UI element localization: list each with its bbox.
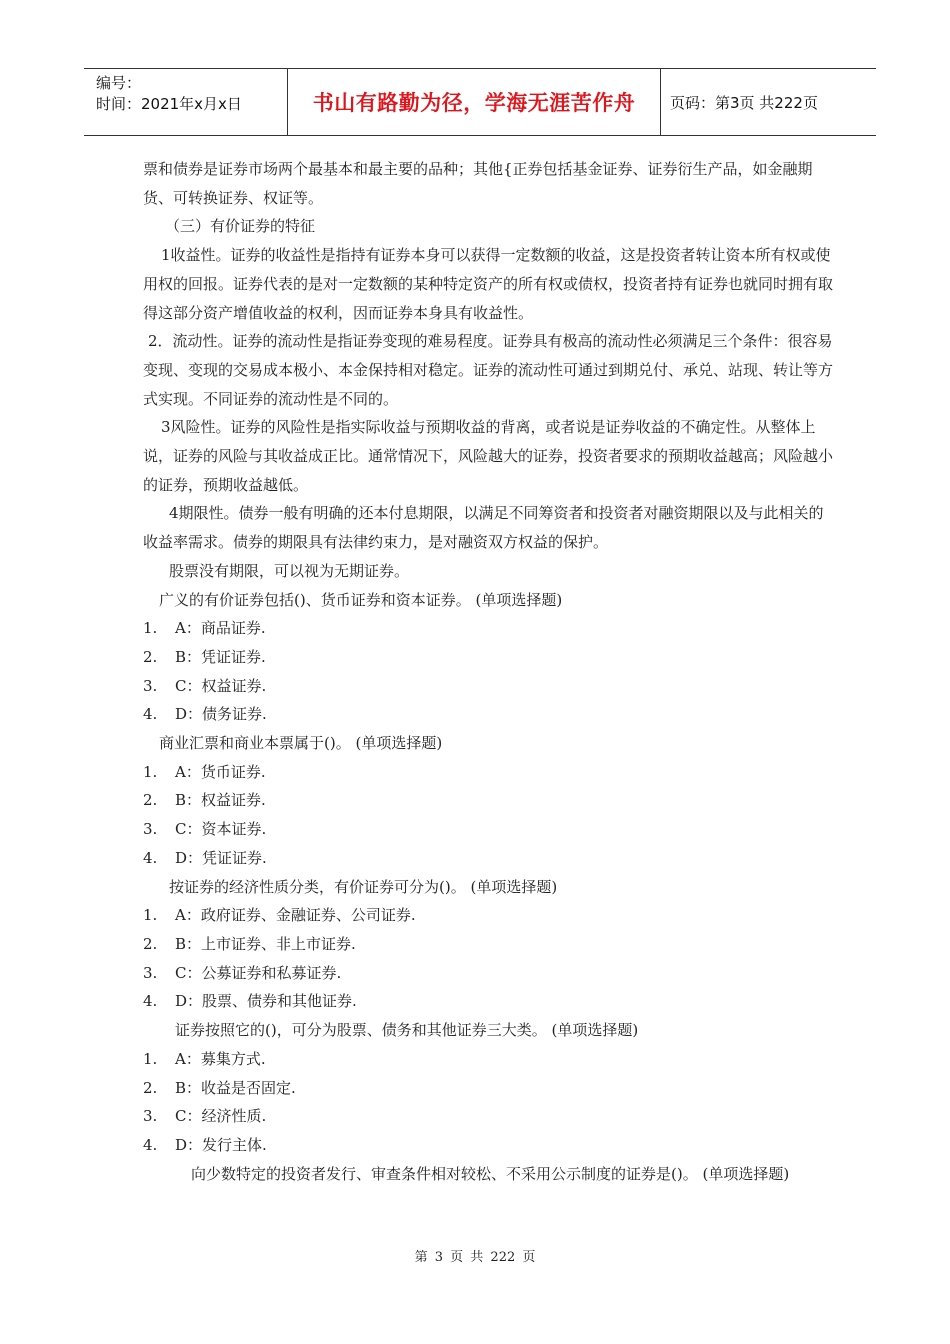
option-number: 1. bbox=[143, 762, 158, 781]
option-text: A：货币证券. bbox=[175, 762, 266, 781]
option-text: D：股票、债券和其他证券. bbox=[175, 992, 357, 1011]
option-number: 3. bbox=[143, 676, 158, 695]
paragraph-intro: 票和债券是证券市场两个最基本和最主要的品种；其他{正券包括基金证券、证券衍生产品，如金融期货、可转换证券、权证等。 bbox=[143, 160, 813, 207]
option-item bbox=[143, 844, 833, 873]
header-time-label: 时间：2021年x月x日 bbox=[96, 95, 242, 113]
option-text: C：权益证券. bbox=[175, 676, 267, 695]
document-body bbox=[143, 155, 833, 1188]
option-number: 2. bbox=[143, 1078, 158, 1097]
paragraph-risk: 3风险性。证券的风险性是指实际收益与预期收益的背离，或者说是证券收益的不确定性。从整体上说，证券的风险与其收益成正比。通常情况下，风险越大的证券，投资者要求的预期收益越高；风险越小的证券，预期收益越低。 bbox=[143, 418, 834, 494]
option-text: A：募集方式. bbox=[175, 1049, 266, 1068]
option-number: 1. bbox=[143, 906, 158, 925]
page-header bbox=[84, 68, 876, 136]
question-stem: 向少数特定的投资者发行、审查条件相对较松、不采用公示制度的证券是()。 (单项选择题) bbox=[191, 1164, 790, 1183]
option-text: B：凭证证券. bbox=[175, 647, 266, 666]
option-item bbox=[143, 643, 833, 672]
paragraph-liquidity: 2．流动性。证券的流动性是指证券变现的难易程度。证券具有极高的流动性必须满足三个条件：很容易变现、变现的交易成本极小、本金保持相对稳定。证券的流动性可通过到期兑付、承兑、站现、转让等方式实现。不同证券的流动性是不同的。 bbox=[143, 332, 834, 408]
option-number: 1. bbox=[143, 619, 158, 638]
option-number: 4. bbox=[143, 705, 158, 724]
paragraph-term: 4期限性。债券一般有明确的还本付息期限，以满足不同筹资者和投资者对融资期限以及与此相关的收益率需求。债券的期限具有法律约束力，是对融资双方权益的保护。 bbox=[143, 504, 824, 552]
option-item bbox=[143, 1045, 833, 1074]
option-number: 4. bbox=[143, 992, 158, 1011]
option-text: D：债务证券. bbox=[175, 705, 267, 724]
option-number: 4. bbox=[143, 848, 158, 867]
option-number: 2. bbox=[143, 647, 158, 666]
option-item bbox=[143, 700, 833, 729]
paragraph-stock-term: 股票没有期限，可以视为无期证券。 bbox=[169, 561, 410, 580]
option-text: C：公募证券和私募证券. bbox=[175, 963, 342, 982]
option-item bbox=[143, 1074, 833, 1103]
option-text: A：商品证券. bbox=[175, 619, 266, 638]
header-motto: 书山有路勤为径，学海无涯苦作舟 bbox=[312, 91, 636, 115]
question-stem: 证券按照它的()，可分为股票、债务和其他证券三大类。 (单项选择题) bbox=[175, 1021, 639, 1040]
option-item bbox=[143, 815, 833, 844]
option-text: B：上市证券、非上市证券. bbox=[175, 934, 356, 953]
option-text: B：收益是否固定. bbox=[175, 1078, 296, 1097]
page-footer: 第 3 页 共 222 页 bbox=[414, 1250, 536, 1265]
option-number: 3. bbox=[143, 1107, 158, 1126]
option-item bbox=[143, 959, 833, 988]
option-item bbox=[143, 758, 833, 787]
option-item bbox=[143, 672, 833, 701]
option-item bbox=[143, 1131, 833, 1160]
option-item bbox=[143, 614, 833, 643]
option-text: B：权益证券. bbox=[175, 791, 266, 810]
option-item bbox=[143, 901, 833, 930]
option-text: A：政府证券、金融证券、公司证券. bbox=[175, 906, 416, 925]
header-meta bbox=[96, 73, 242, 115]
header-divider-right bbox=[660, 69, 661, 135]
question-stem: 广义的有价证券包括()、货币证券和资本证券。 (单项选择题) bbox=[159, 590, 563, 609]
option-text: D：凭证证券. bbox=[175, 848, 267, 867]
question-stem: 商业汇票和商业本票属于()。 (单项选择题) bbox=[159, 734, 443, 753]
option-number: 3. bbox=[143, 820, 158, 839]
option-item bbox=[143, 930, 833, 959]
option-number: 4. bbox=[143, 1135, 158, 1154]
option-item bbox=[143, 786, 833, 815]
option-text: D：发行主体. bbox=[175, 1135, 267, 1154]
option-number: 2. bbox=[143, 791, 158, 810]
option-number: 1. bbox=[143, 1049, 158, 1068]
paragraph-yield: 1收益性。证券的收益性是指持有证券本身可以获得一定数额的收益，这是投资者转让资本所有权或使用权的回报。证券代表的是对一定数额的某种特定资产的所有权或债权，投资者持有证券也就同时拥有取得这部分资产增值收益的权利，因而证券本身具有收益性。 bbox=[143, 246, 834, 322]
option-number: 2. bbox=[143, 934, 158, 953]
option-item bbox=[143, 1102, 833, 1131]
header-code-label: 编号： bbox=[96, 74, 142, 92]
section-heading: （三）有价证券的特征 bbox=[165, 217, 316, 236]
header-page-info: 页码：第3页 共222页 bbox=[670, 93, 818, 112]
option-text: C：资本证券. bbox=[175, 820, 267, 839]
option-item bbox=[143, 987, 833, 1016]
option-number: 3. bbox=[143, 963, 158, 982]
question-stem: 按证券的经济性质分类，有价证券可分为()。 (单项选择题) bbox=[169, 877, 558, 896]
option-text: C：经济性质. bbox=[175, 1107, 267, 1126]
